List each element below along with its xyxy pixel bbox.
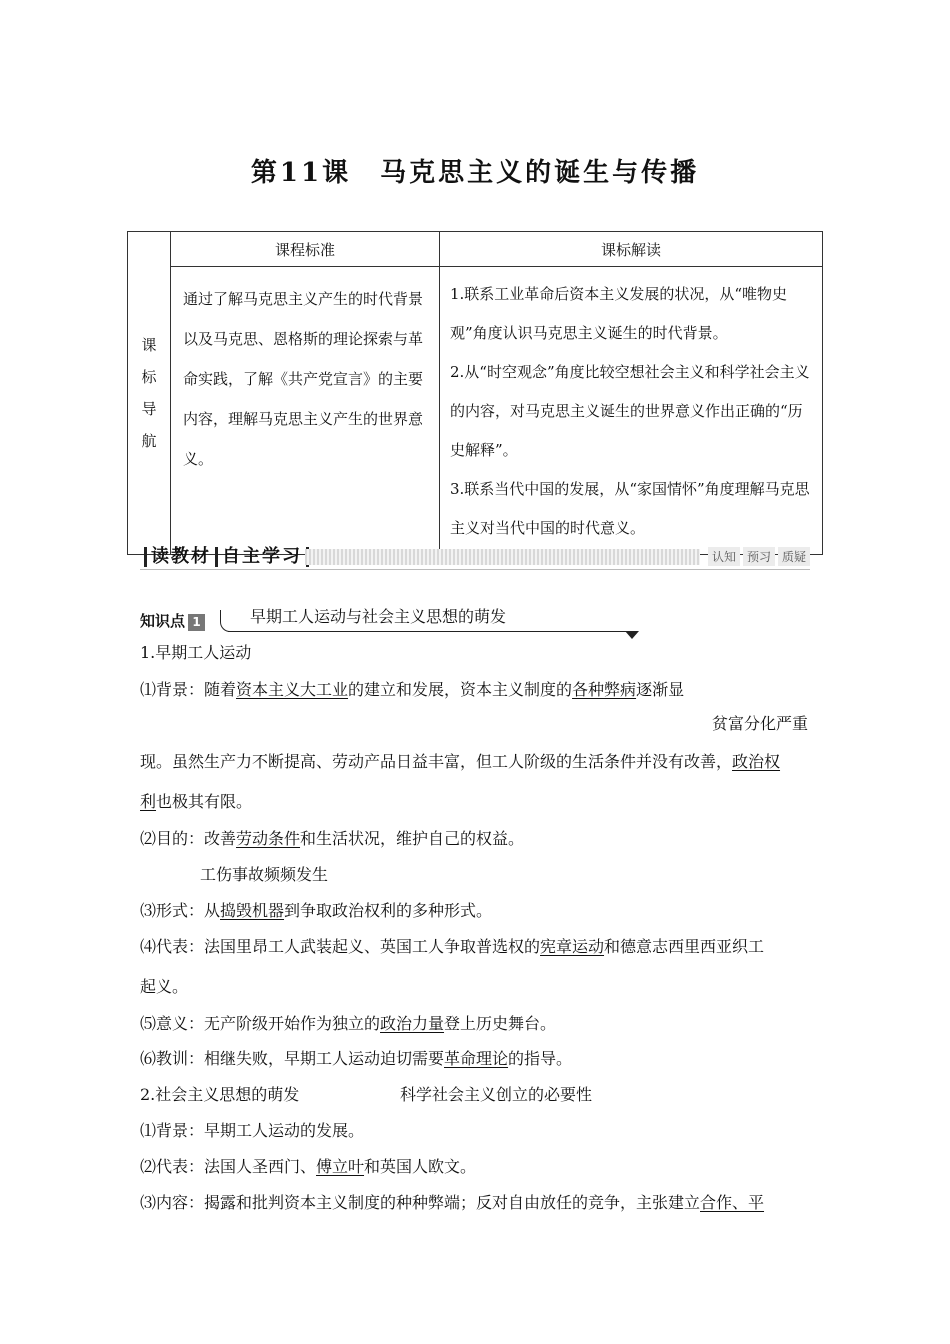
banner-divider — [144, 547, 147, 567]
underlined-term: 利 — [140, 792, 157, 811]
interpretation-list — [440, 267, 823, 555]
side-char: 标 — [141, 368, 157, 386]
text-line: 利也极其有限。 — [140, 792, 253, 811]
underlined-term: 政治权 — [732, 752, 781, 771]
knowledge-point-header — [140, 602, 635, 634]
underlined-term: 宪章运动 — [540, 937, 605, 956]
text-line: ⑶形式：从捣毁机器到争取政治权利的多种形式。 — [140, 901, 493, 920]
interpretation-item: 3.联系当代中国的发展，从“家国情怀”角度理解马克思主义对当代中国的时代意义。 — [450, 480, 810, 537]
section-heading: 2.社会主义思想的萌发 — [140, 1085, 300, 1104]
underlined-term: 傅立叶 — [316, 1157, 365, 1176]
standard-text: 通过了解马克思主义产生的时代背景以及马克思、恩格斯的理论探索与革命实践，了解《共产党宣言》的主要内容，理解马克思主义产生的世界意义。 — [171, 267, 440, 555]
side-label — [128, 232, 171, 555]
header-interpretation: 课标解读 — [440, 232, 823, 267]
underlined-term: 各种弊病 — [572, 680, 637, 699]
knowledge-point-label — [140, 610, 205, 631]
text-line: ⑶内容：揭露和批判资本主义制度的种种弊端；反对自由放任的竞争，主张建立合作、平 — [140, 1193, 765, 1212]
lesson-title: 第11课 马克思主义的诞生与传播 — [250, 158, 700, 188]
annotation-note: 贫富分化严重 — [712, 714, 809, 733]
banner-tag: 质疑 — [778, 547, 810, 566]
kp-underline — [228, 631, 635, 632]
header-standard: 课程标准 — [171, 232, 440, 267]
interpretation-item: 1.联系工业革命后资本主义发展的状况，从“唯物史观”角度认识马克思主义诞生的时代背景。 — [450, 285, 787, 342]
curriculum-standards-table — [127, 231, 823, 555]
underlined-term: 劳动条件 — [236, 829, 301, 848]
kp-number-badge: 1 — [188, 614, 205, 631]
side-char: 课 — [141, 336, 157, 354]
underlined-term: 捣毁机器 — [220, 901, 285, 920]
text-line: ⑹教训：相继失败，早期工人运动迫切需要革命理论的指导。 — [140, 1049, 573, 1068]
underlined-term: 革命理论 — [444, 1049, 509, 1068]
banner-pattern — [305, 549, 700, 565]
section-banner — [140, 545, 810, 570]
text-line: ⑵代表：法国人圣西门、傅立叶和英国人欧文。 — [140, 1157, 477, 1176]
underlined-term: 资本主义大工业 — [236, 680, 349, 699]
interpretation-item: 2.从“时空观念”角度比较空想社会主义和科学社会主义的内容，对马克思主义诞生的世界意义作出正确的“历史解释”。 — [450, 363, 810, 459]
banner-part1: 读教材 — [151, 546, 211, 567]
banner-tags — [705, 547, 810, 566]
kp-label-text: 知识点 — [140, 612, 186, 630]
banner-divider — [215, 547, 218, 567]
kp-bracket — [220, 610, 233, 632]
text-line: ⑸意义：无产阶级开始作为独立的政治力量登上历史舞台。 — [140, 1014, 557, 1033]
text-line: 起义。 — [140, 977, 189, 996]
side-char: 航 — [141, 432, 157, 450]
annotation-note: 工伤事故频频发生 — [200, 865, 329, 884]
text-line: ⑴背景：随着资本主义大工业的建立和发展，资本主义制度的各种弊病逐渐显 — [140, 680, 685, 699]
annotation-note: 科学社会主义创立的必要性 — [400, 1085, 593, 1104]
underlined-term: 政治力量 — [380, 1014, 445, 1033]
kp-arrow-icon — [625, 631, 639, 639]
text-line: ⑵目的：改善劳动条件和生活状况，维护自己的权益。 — [140, 829, 525, 848]
banner-tag: 预习 — [743, 547, 775, 566]
text-line: ⑴背景：早期工人运动的发展。 — [140, 1121, 365, 1140]
text-line: ⑷代表：法国里昂工人武装起义、英国工人争取普选权的宪章运动和德意志西里西亚织工 — [140, 937, 765, 956]
section-heading: 1.早期工人运动 — [140, 643, 252, 662]
knowledge-point-title: 早期工人运动与社会主义思想的萌发 — [250, 607, 507, 626]
text-line: 现。虽然生产力不断提高、劳动产品日益丰富，但工人阶级的生活条件并没有改善，政治权 — [140, 752, 781, 771]
banner-part2: 自主学习 — [222, 546, 302, 567]
banner-title — [140, 545, 313, 569]
banner-tag: 认知 — [708, 547, 740, 566]
underlined-term: 合作、平 — [700, 1193, 765, 1212]
side-char: 导 — [141, 400, 157, 418]
